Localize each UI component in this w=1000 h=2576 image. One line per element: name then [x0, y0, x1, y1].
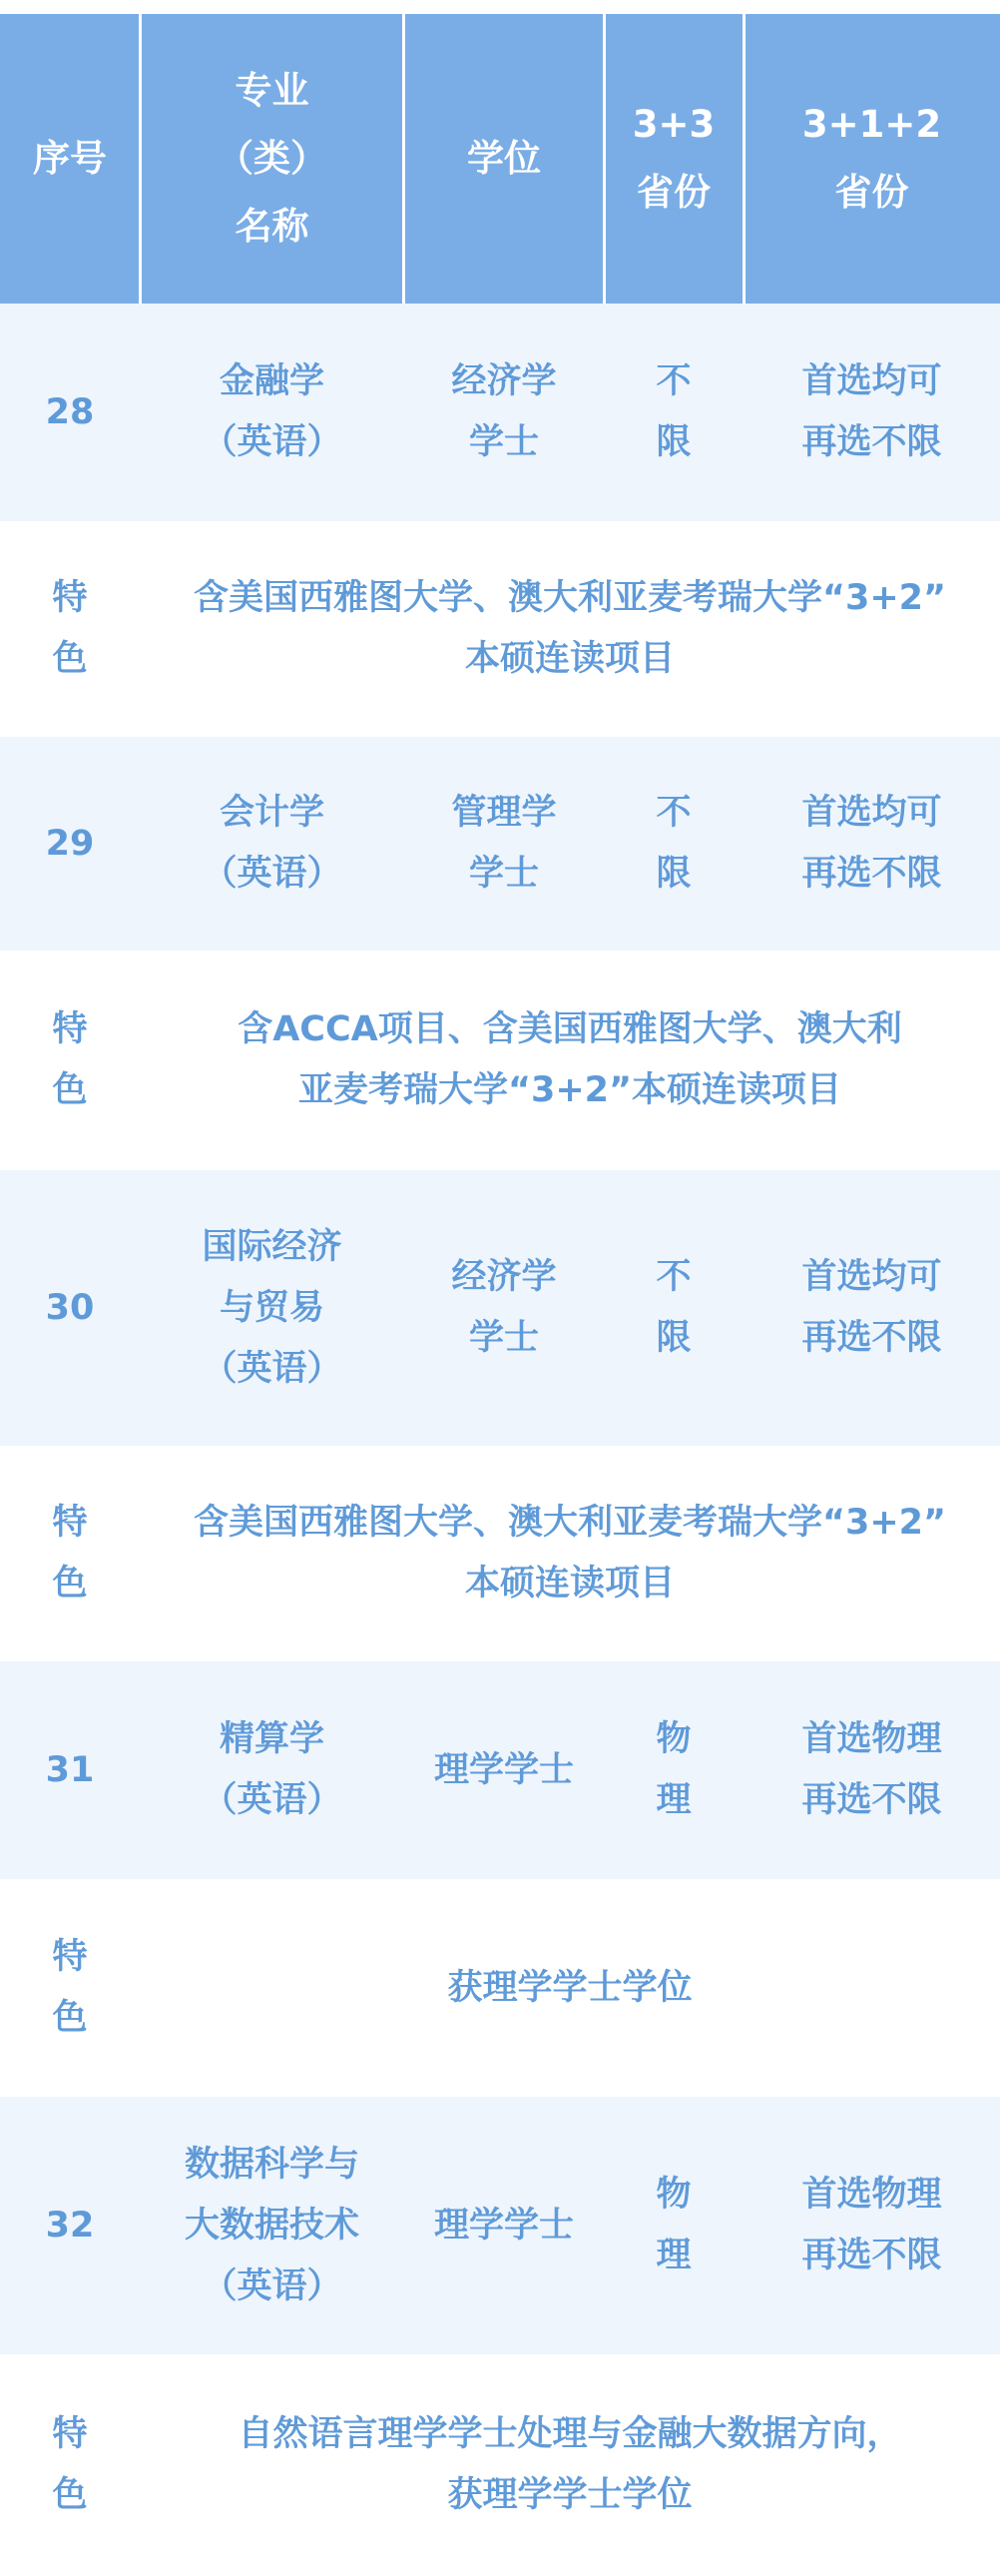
row-degree: 理学学士: [433, 1749, 574, 1790]
row-serial-no: 32: [45, 2205, 95, 2246]
row-3plus3: 不 限: [656, 1257, 692, 1358]
feature-label: 特 色: [52, 578, 88, 679]
feature-row: [0, 951, 1000, 1170]
feature-text: 含美国西雅图大学、澳大利亚麦考瑞大学“3+2” 本硕连读项目: [193, 578, 947, 679]
table-row: [0, 2097, 1000, 2354]
row-degree: 经济学 学士: [451, 1257, 557, 1358]
header-divider: [603, 14, 606, 304]
row-3plus1plus2: 首选均可 再选不限: [801, 361, 942, 462]
feature-row: [0, 1446, 1000, 1661]
table-row: [0, 304, 1000, 521]
row-serial-no: 29: [45, 823, 95, 864]
header-3plus3-provinces: 3+3 省份: [632, 103, 716, 214]
row-major-name: 会计学 （英语）: [202, 793, 342, 894]
row-3plus1plus2: 首选物理 再选不限: [801, 2175, 942, 2275]
table-row: [0, 1170, 1000, 1446]
row-serial-no: 28: [45, 391, 95, 432]
header-divider: [743, 14, 746, 304]
feature-row: [0, 521, 1000, 737]
row-3plus3: 不 限: [656, 793, 692, 894]
feature-text: 获理学学士学位: [447, 1967, 693, 2008]
row-3plus3: 物 理: [656, 1719, 692, 1820]
feature-label: 特 色: [52, 1009, 88, 1110]
feature-text: 自然语言理学学士处理与金融大数据方向， 获理学学士学位: [238, 2414, 902, 2515]
row-3plus1plus2: 首选均可 再选不限: [801, 793, 942, 894]
row-3plus3: 物 理: [656, 2175, 692, 2275]
row-degree: 管理学 学士: [451, 793, 557, 894]
row-major-name: 数据科学与 大数据技术 （英语）: [184, 2144, 359, 2306]
table-row: [0, 737, 1000, 951]
table-header: [0, 14, 1000, 304]
feature-text: 含美国西雅图大学、澳大利亚麦考瑞大学“3+2” 本硕连读项目: [193, 1503, 947, 1604]
header-major-name: 专业 （类） 名称: [217, 69, 327, 248]
feature-label: 特 色: [52, 1937, 88, 2038]
table-row: [0, 1661, 1000, 1879]
header-degree: 学位: [467, 137, 541, 180]
row-3plus1plus2: 首选均可 再选不限: [801, 1257, 942, 1358]
row-3plus1plus2: 首选物理 再选不限: [801, 1719, 942, 1820]
header-divider: [402, 14, 405, 304]
row-major-name: 金融学 （英语）: [202, 361, 342, 462]
row-serial-no: 30: [45, 1287, 95, 1328]
row-degree: 经济学 学士: [451, 361, 557, 462]
feature-label: 特 色: [52, 2414, 88, 2515]
row-major-name: 国际经济 与贸易 （英语）: [202, 1226, 342, 1389]
header-serial-no: 序号: [33, 137, 107, 180]
feature-label: 特 色: [52, 1503, 88, 1604]
row-degree: 理学学士: [433, 2205, 574, 2246]
header-divider: [139, 14, 142, 304]
row-3plus3: 不 限: [656, 361, 692, 462]
row-major-name: 精算学 （英语）: [202, 1719, 342, 1820]
majors-table: [0, 14, 1000, 2576]
header-3plus1plus2-provinces: 3+1+2 省份: [801, 103, 942, 214]
feature-row: [0, 2354, 1000, 2576]
feature-text: 含ACCA项目、含美国西雅图大学、澳大利 亚麦考瑞大学“3+2”本硕连读项目: [238, 1009, 902, 1110]
feature-row: [0, 1879, 1000, 2097]
row-serial-no: 31: [45, 1749, 95, 1790]
